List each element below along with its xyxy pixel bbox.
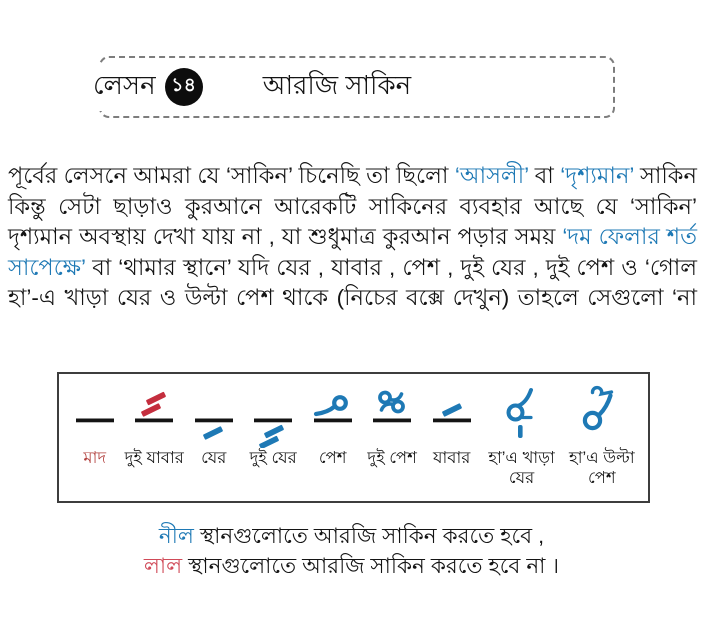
symbol-cell <box>124 384 183 501</box>
symbol-cell <box>184 384 243 501</box>
text-segment: পূর্বের লেসনে আমরা যে ‘সাকিন’ চিনেছি তা ছিলো <box>8 163 455 188</box>
symbol-cell <box>65 384 124 501</box>
text-segment: ‘দৃশ্যমান’ <box>560 163 634 188</box>
text-segment: সাকিন <box>633 163 697 188</box>
paragraph-line <box>8 222 697 253</box>
symbol-label: দুই পেশ <box>367 449 417 467</box>
damma-above-symbol <box>309 384 357 448</box>
symbol-cell <box>562 384 642 501</box>
symbol-cell <box>243 384 302 501</box>
double-kasra-below-symbol <box>249 384 297 448</box>
text-segment: হা’-এ খাড়া যের ও উল্টা পেশ থাকে (নিচের বক্সে দেখুন) তাহলে সেগুলো ‘না <box>8 285 697 311</box>
lesson-header-box <box>93 56 615 118</box>
text-segment: স্থানগুলোতে আরজি সাকিন করতে হবে , <box>193 524 545 548</box>
symbol-label: মাদ <box>83 449 107 467</box>
text-segment: ‘আসলী’ <box>454 163 529 188</box>
text-segment: বা <box>528 163 561 188</box>
symbol-label: হা’এ উল্টা পেশ <box>569 449 635 487</box>
symbol-label: পেশ <box>318 449 347 467</box>
text-segment: সাপেক্ষে’ <box>8 254 86 280</box>
paragraph-line <box>8 161 697 192</box>
paragraph-line <box>8 192 697 223</box>
caption-line <box>0 552 703 582</box>
lesson-label: লেসন <box>93 70 156 100</box>
text-segment: স্থানগুলোতে আরজি সাকিন করতে হবে না । <box>182 553 560 578</box>
text-segment: দৃশ্যমান অবস্থায় দেখা যায় না , যা শুধুমাত্র কুরআন পড়ার সময় <box>8 224 563 250</box>
caption <box>0 522 703 581</box>
kasra-below-symbol <box>190 384 238 448</box>
double-damma-above-symbol <box>368 384 416 448</box>
fatha-above-symbol <box>428 384 476 448</box>
text-segment: নীল <box>158 524 194 548</box>
symbol-box <box>57 372 650 503</box>
paragraph-line <box>8 253 697 284</box>
paragraph-line <box>8 283 697 314</box>
symbol-label: হা’এ খাড়া যের <box>488 449 555 487</box>
text-segment: ‘দম ফেলার শর্ত <box>562 224 697 250</box>
symbol-cell <box>422 384 481 501</box>
mad-line-symbol <box>71 384 119 448</box>
double-fatha-above-symbol <box>130 384 178 448</box>
symbol-cell <box>481 384 561 501</box>
symbol-cell <box>362 384 421 501</box>
symbol-label: দুই যাবার <box>124 449 184 467</box>
symbol-cell <box>303 384 362 501</box>
text-segment: লাল <box>143 553 183 578</box>
symbol-label: দুই যের <box>249 449 297 467</box>
lesson-title: আরজি সাকিন <box>262 70 412 100</box>
symbol-label: যাবার <box>432 449 471 467</box>
lesson-number: ১৪ <box>171 75 196 96</box>
caption-line <box>0 522 703 552</box>
round-ha-khara-zer-symbol <box>498 384 546 448</box>
text-segment: কিন্তু সেটা ছাড়াও কুরআনে আরেকটি সাকিনের ব্যবহার আছে যে ‘সাকিন’ <box>8 193 697 219</box>
symbol-label: যের <box>201 449 227 467</box>
text-segment: বা ‘থামার স্থানে’ যদি যের , যাবার , পেশ , দুই যের , দুই পেশ ও ‘গোল <box>85 254 697 280</box>
body-paragraph <box>8 161 697 314</box>
round-ha-ulta-pesh-symbol <box>578 384 626 448</box>
